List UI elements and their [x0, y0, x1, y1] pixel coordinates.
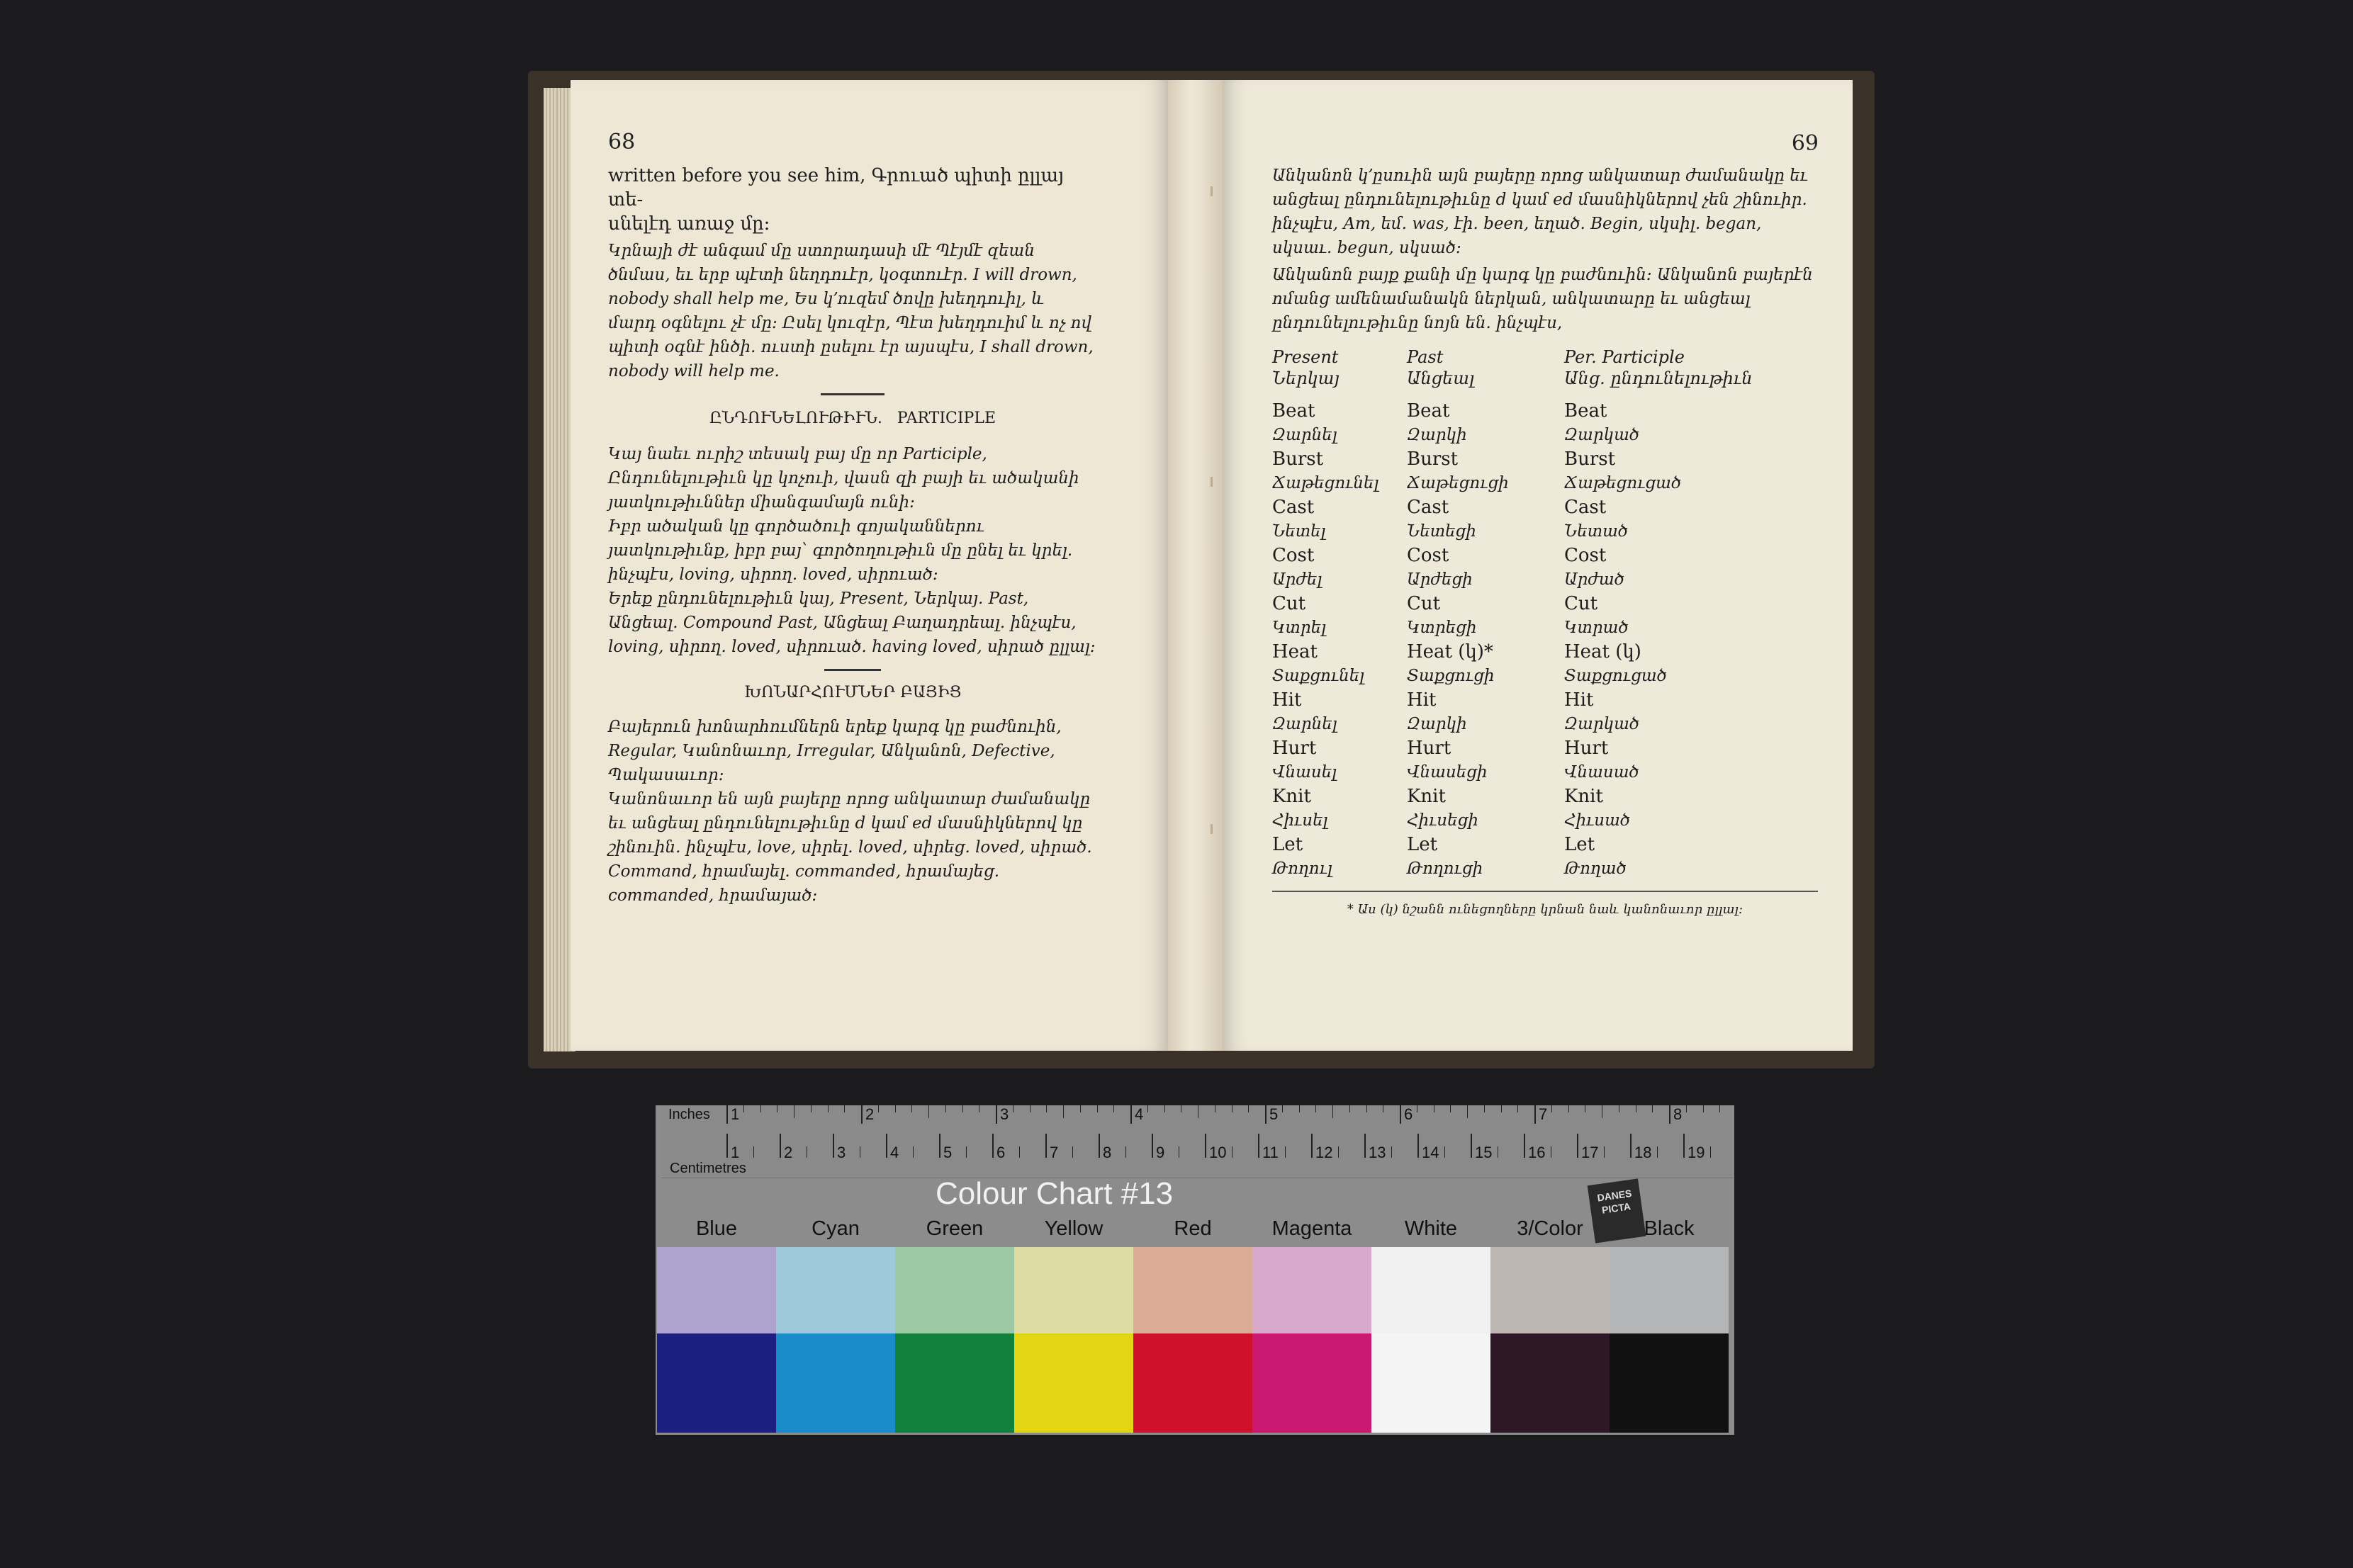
- cm-tick: [1683, 1134, 1685, 1158]
- colour-swatch-dark: [1371, 1333, 1490, 1433]
- inch-subtick: [1551, 1105, 1552, 1112]
- table-row: [1272, 760, 1753, 784]
- table-cell: Heat (կ)*: [1407, 641, 1493, 662]
- cm-subtick: [913, 1146, 914, 1158]
- inch-subtick: [1282, 1105, 1283, 1112]
- cm-subtick: [1657, 1146, 1658, 1158]
- table-row: [1272, 543, 1753, 568]
- table-row: [1272, 808, 1753, 833]
- inch-subtick: [1703, 1105, 1704, 1112]
- cm-tick: [726, 1134, 728, 1158]
- paragraph: Անկանոն բայք քանի մը կարգ կը բաժնուին։ Անկանոն բայերէն ոմանց ամենամանակն ներկան, անկատարը եւ անցեալ ընդունելութիւնը նոյն են. ինչպէս,: [1272, 266, 1813, 332]
- inch-subtick: [911, 1105, 912, 1112]
- inch-subtick: [1164, 1105, 1165, 1112]
- table-cell: Knit: [1272, 786, 1311, 807]
- inch-subtick: [945, 1105, 946, 1112]
- cm-number: 8: [1103, 1144, 1112, 1161]
- inch-subtick: [844, 1105, 845, 1112]
- colour-swatch-dark: [1014, 1333, 1133, 1433]
- cm-subtick: [1338, 1146, 1339, 1158]
- table-row: [1272, 447, 1753, 471]
- inch-number: 2: [865, 1105, 875, 1123]
- cm-number: 1: [731, 1144, 740, 1161]
- inch-subtick: [1366, 1105, 1367, 1112]
- colour-swatch-light: [1133, 1247, 1252, 1333]
- inch-subtick: [928, 1105, 929, 1118]
- inch-subtick: [828, 1105, 829, 1112]
- colour-swatch-dark: [895, 1333, 1014, 1433]
- table-cell: Burst: [1564, 449, 1616, 470]
- colour-swatch-dark: [1133, 1333, 1252, 1433]
- cm-tick: [886, 1134, 887, 1158]
- table-cell: Cost: [1564, 545, 1607, 566]
- binding-stitch: [1211, 824, 1213, 834]
- swatch-label: Yellow: [1044, 1217, 1104, 1240]
- column-header: Ներկայ: [1272, 368, 1340, 388]
- cm-tick: [1630, 1134, 1632, 1158]
- table-row: [1272, 784, 1753, 808]
- column-header: Per. Participle: [1564, 347, 1685, 367]
- cm-number: 12: [1315, 1144, 1333, 1161]
- table-cell: Let: [1407, 834, 1438, 855]
- cm-tick: [992, 1134, 994, 1158]
- swatch-label: Cyan: [812, 1217, 860, 1240]
- cm-number: 6: [996, 1144, 1006, 1161]
- table-cell: Let: [1272, 834, 1303, 855]
- table-cell: Heat: [1272, 641, 1318, 662]
- colour-swatch-light: [657, 1247, 776, 1333]
- table-cell: Տաքցունել: [1272, 667, 1365, 685]
- heading-english: PARTICIPLE: [897, 410, 996, 427]
- inch-subtick: [1315, 1105, 1316, 1112]
- swatch-label: Blue: [695, 1217, 738, 1240]
- footnote: * Աս (կ) նշանն ունեցողները կրնան նաև կանոնաւոր ըլլալ։: [1347, 902, 1743, 917]
- inch-subtick: [811, 1105, 812, 1112]
- table-row: [1272, 857, 1753, 881]
- cm-subtick: [1125, 1146, 1126, 1158]
- left-page: [571, 80, 1168, 1051]
- table-header-row: [1272, 368, 1753, 389]
- cm-subtick: [1710, 1146, 1711, 1158]
- cm-number: 3: [837, 1144, 846, 1161]
- colour-swatch-dark: [1610, 1333, 1729, 1433]
- table-row: [1272, 423, 1753, 447]
- table-cell: Cast: [1407, 497, 1449, 518]
- inch-subtick: [878, 1105, 879, 1112]
- table-row: [1272, 736, 1753, 760]
- colour-swatch-light: [895, 1247, 1014, 1333]
- table-cell: Hurt: [1564, 738, 1609, 759]
- binding-stitch: [1211, 186, 1213, 196]
- cm-subtick: [753, 1146, 754, 1158]
- inch-number: 4: [1135, 1105, 1144, 1123]
- inch-subtick: [962, 1105, 963, 1112]
- inch-subtick: [1332, 1105, 1333, 1118]
- cm-tick: [833, 1134, 834, 1158]
- swatch-label: Green: [926, 1217, 984, 1240]
- inch-subtick: [1719, 1105, 1720, 1112]
- inch-subtick: [1113, 1105, 1114, 1112]
- table-row: [1272, 471, 1753, 495]
- colour-swatch-light: [1371, 1247, 1490, 1333]
- column-header: Present: [1272, 347, 1339, 367]
- column-header: Անց. ընդունելութիւն: [1564, 368, 1753, 388]
- table-cell: Hit: [1407, 689, 1437, 711]
- inch-subtick: [1349, 1105, 1350, 1112]
- table-row: [1272, 616, 1753, 640]
- colour-swatch-dark: [1252, 1333, 1371, 1433]
- table-cell: Նետած: [1564, 522, 1629, 541]
- right-page-body: [1272, 164, 1818, 922]
- table-cell: Վնասել: [1272, 763, 1337, 782]
- inch-subtick: [1080, 1105, 1081, 1112]
- section-heading: [608, 407, 1097, 431]
- swatch-label: Black: [1644, 1217, 1695, 1240]
- table-cell: Զարնել: [1272, 426, 1337, 444]
- cm-tick: [780, 1134, 781, 1158]
- inch-subtick: [895, 1105, 896, 1112]
- column-header: Անցեալ: [1407, 368, 1475, 388]
- table-row: [1272, 664, 1753, 688]
- paragraph: Բայերուն խոնարհումներն երեք կարգ կը բաժնուին, Regular, Կանոնաւոր, Irregular, Անկանոն, Defective, Պակասաւոր։: [608, 718, 1062, 784]
- inch-number: 5: [1269, 1105, 1279, 1123]
- inch-subtick: [1686, 1105, 1687, 1112]
- cm-tick: [1205, 1134, 1206, 1158]
- inch-subtick: [1299, 1105, 1300, 1112]
- cm-number: 18: [1634, 1144, 1652, 1161]
- cm-tick: [1524, 1134, 1525, 1158]
- cm-tick: [939, 1134, 940, 1158]
- book-gutter: [1168, 80, 1223, 1051]
- table-cell: Hit: [1564, 689, 1594, 711]
- inch-number: 8: [1673, 1105, 1683, 1123]
- table-cell: Cost: [1272, 545, 1315, 566]
- table-cell: Թողուցի: [1407, 859, 1483, 878]
- table-row: [1272, 712, 1753, 736]
- table-cell: Նետեցի: [1407, 522, 1476, 541]
- inch-subtick: [1652, 1105, 1653, 1112]
- inch-subtick: [1450, 1105, 1451, 1112]
- cm-number: 19: [1687, 1144, 1705, 1161]
- table-row: [1272, 833, 1753, 857]
- table-cell: Զարնել: [1272, 715, 1337, 733]
- inch-subtick: [1248, 1105, 1249, 1112]
- binding-stitch: [1211, 477, 1213, 487]
- inch-subtick: [1517, 1105, 1518, 1112]
- table-cell: Արժած: [1564, 570, 1624, 589]
- inch-subtick: [1265, 1105, 1266, 1118]
- inch-number: 1: [731, 1105, 740, 1123]
- inch-subtick: [1568, 1105, 1569, 1112]
- table-cell: Կտրել: [1272, 619, 1327, 637]
- cm-tick: [1471, 1134, 1472, 1158]
- table-cell: Hurt: [1272, 738, 1317, 759]
- table-row: [1272, 640, 1753, 664]
- table-cell: Beat: [1564, 400, 1607, 422]
- inch-subtick: [726, 1105, 727, 1118]
- inch-subtick: [1534, 1105, 1535, 1118]
- cm-tick: [1045, 1134, 1047, 1158]
- inch-subtick: [1501, 1105, 1502, 1112]
- table-cell: Զարկած: [1564, 426, 1640, 444]
- divider: [821, 393, 885, 395]
- paragraph: Կրնայի ժէ անգամ մը ստորադասի մէ Պէյմէ զեան ծնմաս, եւ երբ պէտի նեղդուէր, կօգտուէր. I will drown, nobody shall help me, Ես կ՚ուզեմ ծովը խեղդուիլ, և մարդ օգնելու չէ մը։ Ըսել կուզէր, Պէտ խեղդուիմ և ոչ ով պիտի օգնէ ինծի. ուստի ըսելու էր այսպէս, I shall drown, nobody will help me.: [608, 242, 1094, 380]
- swatch-label: 3/Color: [1517, 1217, 1583, 1240]
- page-number: 69: [1791, 131, 1819, 156]
- colour-swatch-light: [1014, 1247, 1133, 1333]
- cm-subtick: [1285, 1146, 1286, 1158]
- verb-table: [1272, 346, 1753, 881]
- chart-title: Colour Chart #13: [936, 1176, 1174, 1211]
- table-cell: Hit: [1272, 689, 1302, 711]
- inch-subtick: [1097, 1105, 1098, 1112]
- cm-number: 17: [1581, 1144, 1599, 1161]
- section-heading: ԽՈՆԱՐՀՈՒՄՆԵՐ ԲԱՅԻՑ: [743, 684, 962, 701]
- table-row: [1272, 399, 1753, 423]
- cm-number: 7: [1050, 1144, 1059, 1161]
- table-cell: Beat: [1407, 400, 1450, 422]
- table-cell: Ճաթեցուցած: [1564, 474, 1682, 492]
- cm-number: 4: [890, 1144, 899, 1161]
- table-cell: Տաքցուցած: [1564, 667, 1667, 685]
- table-cell: Beat: [1272, 400, 1315, 422]
- heading-armenian: ԸՆԴՈՒՆԵԼՈՒԹԻՒՆ.: [709, 410, 882, 427]
- cm-number: 5: [943, 1144, 953, 1161]
- table-cell: Cast: [1272, 497, 1315, 518]
- cm-tick: [1417, 1134, 1419, 1158]
- table-cell: Hurt: [1407, 738, 1451, 759]
- table-cell: Knit: [1564, 786, 1603, 807]
- table-row: [1272, 519, 1753, 543]
- cm-number: 9: [1156, 1144, 1165, 1161]
- colour-swatch-dark: [657, 1333, 776, 1433]
- paragraph: Կանոնաւոր են այն բայերը որոց անկատար ժամանակը եւ անցեալ ընդունելութիւնը d կամ ed մասնիկներով կը շինուին. ինչպէս, love, սիրել. loved, սիրեց. loved, սիրած. Command, հրամայել. commanded, հրամայեց. commanded, հրամայած։: [608, 790, 1092, 905]
- ruler: [661, 1105, 1734, 1178]
- table-cell: Հիւսած: [1564, 811, 1631, 830]
- cm-tick: [1152, 1134, 1153, 1158]
- colour-swatch-dark: [1490, 1333, 1610, 1433]
- inch-subtick: [1030, 1105, 1031, 1112]
- inch-subtick: [760, 1105, 761, 1112]
- cm-tick: [1311, 1134, 1313, 1158]
- paragraph: Անկանոն կ՚ըսուին այն բայերը որոց անկատար ժամանակը եւ անցեալ ընդունելութիւնը d կամ ed մասնիկներով չեն շինուիր. ինչպէս, Am, եմ. was, էի. been, եղած. Begin, սկսիլ. began, սկսաւ. begun, սկսած։: [1272, 167, 1808, 257]
- cm-subtick: [966, 1146, 967, 1158]
- table-cell: Վնասած: [1564, 763, 1639, 782]
- paragraph: Իբր ածական կը գործածուի գոյականներու յատկութիւնք, իբր բայ՝ գործողութիւն մը ընել եւ կրել. ինչպէս, loving, սիրող. loved, սիրուած։: [608, 517, 1073, 584]
- cm-number: 13: [1369, 1144, 1386, 1161]
- inch-subtick: [1063, 1105, 1064, 1118]
- table-cell: Հիւսեցի: [1407, 811, 1478, 830]
- inch-subtick: [1669, 1105, 1670, 1118]
- colour-swatch-light: [1252, 1247, 1371, 1333]
- table-cell: Cost: [1407, 545, 1449, 566]
- table-cell: Արժել: [1272, 570, 1322, 589]
- danes-picta-logo: DANES PICTA: [1588, 1178, 1646, 1243]
- inch-subtick: [1046, 1105, 1047, 1112]
- table-row: [1272, 568, 1753, 592]
- table-cell: Կտրեցի: [1407, 619, 1477, 637]
- table-row: [1272, 688, 1753, 712]
- open-book: [528, 71, 1875, 1068]
- cm-number: 10: [1209, 1144, 1227, 1161]
- table-header-row: [1272, 346, 1753, 368]
- cm-number: 14: [1422, 1144, 1439, 1161]
- colour-chart: [656, 1105, 1734, 1435]
- table-cell: Տաքցուցի: [1407, 667, 1495, 685]
- inch-number: 3: [1000, 1105, 1009, 1123]
- table-row: [1272, 592, 1753, 616]
- table-cell: Զարկած: [1564, 715, 1640, 733]
- table-cell: Ճաթեցուցի: [1407, 474, 1509, 492]
- cm-tick: [1364, 1134, 1366, 1158]
- table-cell: Cut: [1564, 593, 1598, 614]
- table-cell: Վնասեցի: [1407, 763, 1488, 782]
- paragraph: Կայ նաեւ ուրիշ տեսակ բայ մը որ Participle, Ընդունելութիւն կը կոչուի, վասն զի բայի եւ ածականի յատկութիւններ միանգամայն ունի։: [608, 445, 1079, 512]
- cm-subtick: [1019, 1146, 1020, 1158]
- table-cell: Զարկի: [1407, 426, 1467, 444]
- table-cell: Cut: [1272, 593, 1306, 614]
- table-cell: Թողած: [1564, 859, 1627, 878]
- colour-swatch-light: [1490, 1247, 1610, 1333]
- table-cell: Let: [1564, 834, 1595, 855]
- centimetres-label: Centimetres: [670, 1161, 746, 1176]
- table-cell: Կտրած: [1564, 619, 1629, 637]
- inch-subtick: [743, 1105, 744, 1112]
- table-cell: Burst: [1407, 449, 1459, 470]
- table-cell: Heat (կ): [1564, 641, 1641, 662]
- cm-number: 2: [784, 1144, 793, 1161]
- swatch-label: Red: [1174, 1217, 1212, 1240]
- right-page: [1223, 80, 1853, 1051]
- inch-subtick: [1147, 1105, 1148, 1112]
- table-row: [1272, 495, 1753, 519]
- footnote-rule: [1272, 891, 1818, 892]
- cm-tick: [1258, 1134, 1259, 1158]
- cm-subtick: [1604, 1146, 1605, 1158]
- cm-number: 15: [1475, 1144, 1493, 1161]
- colour-swatch-dark: [776, 1333, 895, 1433]
- inch-number: 7: [1539, 1105, 1548, 1123]
- inches-label: Inches: [668, 1107, 710, 1122]
- paragraph: written before you see him, Գրուած պիտի ըլլայ տե-: [608, 165, 1065, 210]
- table-cell: Հիւսել: [1272, 811, 1328, 830]
- left-page-body: [608, 164, 1097, 908]
- table-cell: Burst: [1272, 449, 1324, 470]
- inch-subtick: [1467, 1105, 1468, 1118]
- page-number: 68: [608, 130, 636, 154]
- swatch-label: Magenta: [1271, 1217, 1352, 1240]
- table-cell: Թողուլ: [1272, 859, 1332, 878]
- inch-subtick: [1130, 1105, 1131, 1118]
- paragraph: սնելէդ առաջ մը։: [608, 213, 770, 235]
- table-cell: Cast: [1564, 497, 1607, 518]
- table-cell: Նետել: [1272, 522, 1326, 541]
- table-cell: Զարկի: [1407, 715, 1467, 733]
- cm-subtick: [1444, 1146, 1445, 1158]
- table-cell: Ճաթեցունել: [1272, 474, 1379, 492]
- table-cell: Cut: [1407, 593, 1441, 614]
- cm-subtick: [1072, 1146, 1073, 1158]
- inch-number: 6: [1404, 1105, 1413, 1123]
- cm-number: 11: [1262, 1144, 1279, 1161]
- colour-swatch-light: [776, 1247, 895, 1333]
- swatch-label: White: [1404, 1217, 1458, 1240]
- table-cell: Knit: [1407, 786, 1446, 807]
- inch-subtick: [861, 1105, 862, 1118]
- table-cell: Արժեցի: [1407, 570, 1473, 589]
- cm-tick: [1577, 1134, 1578, 1158]
- column-header: Past: [1407, 347, 1444, 367]
- inch-subtick: [1484, 1105, 1485, 1112]
- divider: [824, 669, 881, 671]
- paragraph: Երեք ընդունելութիւն կայ, Present, Ներկայ. Past, Անցեալ. Compound Past, Անցեալ Բաղադրեալ. ինչպէս, loving, սիրող. loved, սիրուած. having loved, սիրած ըլլալ։: [608, 590, 1096, 656]
- cm-subtick: [1391, 1146, 1392, 1158]
- cm-number: 16: [1528, 1144, 1546, 1161]
- colour-swatch-light: [1610, 1247, 1729, 1333]
- cm-tick: [1099, 1134, 1100, 1158]
